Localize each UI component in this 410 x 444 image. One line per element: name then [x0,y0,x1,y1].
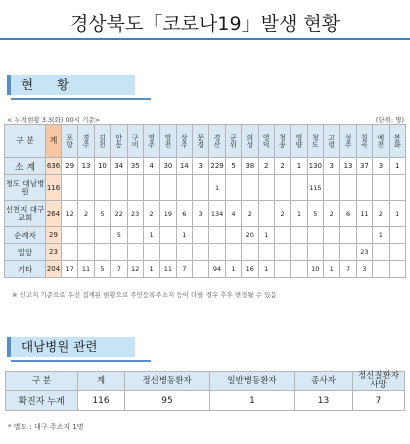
table-cell [111,244,127,261]
table-cell: 23 [127,201,143,227]
table-row [5,261,406,278]
total-cell: 204 [46,261,62,278]
table-cell [389,175,406,201]
table-cell: 1 [209,175,225,201]
table-cell: 116 [78,391,125,411]
table-cell: 2 [324,201,340,227]
footnote: ※ 신고지 기준으로 우선 집계된 현황으로 주민등록주소지 등이 다를 경우 추후 변경될 수 있음 [12,291,277,299]
total-cell: 23 [46,244,62,261]
table-row [5,201,406,227]
table-cell: 1 [291,158,307,175]
column-header-region: 김천 [94,125,110,158]
table-cell [389,227,406,244]
total-cell: 636 [46,158,62,175]
table-cell [94,175,110,201]
table-cell [78,227,94,244]
table-cell [160,227,176,244]
column-header-region: 성주 [340,125,356,158]
table-cell [209,244,225,261]
table-cell: 12 [127,261,143,278]
table-cell [340,227,356,244]
column-header: 일반병동환자 [210,372,295,391]
column-header-total: 계 [46,125,62,158]
column-header-region: 봉화 [389,125,406,158]
table-cell [340,175,356,201]
table-cell [62,175,78,201]
table-cell: 7 [111,261,127,278]
table-cell [209,227,225,244]
table-cell [225,227,241,244]
table-cell [160,244,176,261]
table-cell: 115 [307,175,323,201]
row-label: 확진자 누계 [6,391,78,411]
table-cell [373,244,389,261]
table-cell: 1 [373,227,389,244]
table-cell [225,244,241,261]
table-cell: 14 [176,158,192,175]
table-cell: 1 [258,261,274,278]
table-cell: 35 [127,158,143,175]
table-cell: 6 [176,201,192,227]
table-cell: 5 [307,201,323,227]
table-cell: 2 [258,158,274,175]
column-header-region: 의성 [242,125,258,158]
table-cell: 11 [78,261,94,278]
table-cell: 94 [209,261,225,278]
daenam-hospital-table [5,371,405,411]
table-cell [274,175,290,201]
table-cell: 2 [143,201,159,227]
table-cell: 5 [94,261,110,278]
table-cell: 34 [111,158,127,175]
table-cell: 4 [143,158,159,175]
table-cell: 11 [160,261,176,278]
column-header-region: 영양 [291,125,307,158]
table-cell [78,244,94,261]
table-cell: 30 [160,158,176,175]
table-cell: 29 [62,158,78,175]
row-label: 소 계 [5,158,46,175]
table-cell [193,261,209,278]
column-header-region: 경산 [209,125,225,158]
column-header-region: 영천 [160,125,176,158]
column-header-region: 포항 [62,125,78,158]
table-cell [340,244,356,261]
table-cell: 6 [340,201,356,227]
table-cell: 13 [295,391,353,411]
table-cell: 2 [78,201,94,227]
table-header-row [5,125,406,158]
table-cell: 23 [356,244,372,261]
table-cell [389,244,406,261]
table-cell: 5 [111,227,127,244]
table-cell: 19 [160,201,176,227]
table-cell: 17 [62,261,78,278]
column-header: 종사자 [295,372,353,391]
table-cell [78,175,94,201]
table-cell [356,227,372,244]
table-cell [193,175,209,201]
section-heading-daenam-hospital: 대남병원 관련 [7,337,135,357]
table-cell: 1 [324,261,340,278]
table-cell: 1 [143,227,159,244]
column-header-region: 청도 [307,125,323,158]
table-cell [274,227,290,244]
table-cell [291,227,307,244]
table-cell [291,175,307,201]
page-title: 경상북도「코로나19」발생 현황 [0,10,410,40]
table-cell: 13 [340,158,356,175]
column-header-region: 칠곡 [356,125,372,158]
column-header-region: 문경 [193,125,209,158]
table-cell: 5 [94,201,110,227]
table-cell [258,175,274,201]
table-cell: 1 [176,227,192,244]
table-cell [176,175,192,201]
table-cell: 10 [307,261,323,278]
table-cell: 1 [291,201,307,227]
table-cell [127,227,143,244]
table-cell [143,244,159,261]
table-cell: 1 [143,261,159,278]
table-cell: 229 [209,158,225,175]
table-header-row [6,372,405,391]
table-cell [127,175,143,201]
table-cell [242,175,258,201]
table-row [5,175,406,201]
row-label: 순례자 [5,227,46,244]
table-cell [160,175,176,201]
row-label: 청도 대남병원 [5,175,46,201]
table-cell [94,244,110,261]
table-cell: 1 [389,201,406,227]
table-cell: 134 [209,201,225,227]
column-header-region: 고령 [324,125,340,158]
column-header: 정신질환자 사망 [353,372,405,391]
table-cell: 2 [274,201,290,227]
table-cell: 2 [373,201,389,227]
table-cell: 11 [356,201,372,227]
column-header-region: 영주 [143,125,159,158]
row-label: 신천지 대구교회 [5,201,46,227]
table-cell: 3 [324,158,340,175]
table-cell [127,244,143,261]
table-cell [62,244,78,261]
table-cell: 22 [111,201,127,227]
table-cell: 3 [373,158,389,175]
table-cell: 4 [225,201,241,227]
table-cell: 7 [340,261,356,278]
table-cell: 2 [274,158,290,175]
table-cell [62,227,78,244]
table-cell [324,175,340,201]
table-cell: 1 [389,158,406,175]
table-cell: 1 [210,391,295,411]
footnote-separate: * 별도 : 대구 주소지 1명 [8,423,84,431]
table-cell [176,244,192,261]
table-cell: 3 [356,261,372,278]
table-cell [242,244,258,261]
regional-status-table [4,124,406,278]
column-header-region: 청송 [274,125,290,158]
column-header-region: 군위 [225,125,241,158]
table-cell: 10 [94,158,110,175]
column-header-region: 예천 [373,125,389,158]
table-row [5,158,406,175]
table-cell [193,227,209,244]
column-header-region: 영덕 [258,125,274,158]
table-row [5,244,406,261]
table-row [6,391,405,411]
table-cell [307,244,323,261]
table-cell: 7 [176,261,192,278]
section-heading-status: 현 황 [7,75,135,95]
table-cell: 20 [242,227,258,244]
table-cell [291,244,307,261]
table-cell: 7 [353,391,405,411]
table-cell [274,261,290,278]
total-cell: 29 [46,227,62,244]
total-cell: 116 [46,175,62,201]
table-cell [274,244,290,261]
table-cell [373,261,389,278]
row-label: 밀알 [5,244,46,261]
table-cell: 37 [356,158,372,175]
column-header: 정신병동환자 [125,372,210,391]
total-cell: 264 [46,201,62,227]
column-header-region: 구미 [127,125,143,158]
table-cell: 1 [258,227,274,244]
table-cell [193,244,209,261]
table-cell [258,201,274,227]
table-row [5,227,406,244]
table-cell: 5 [225,158,241,175]
table-cell [111,175,127,201]
cumulative-status-date: < 누적현황 3.3(화) 00시 기준> [7,116,101,124]
table-cell [307,227,323,244]
table-cell [324,227,340,244]
table-cell [356,175,372,201]
table-cell: 3 [193,158,209,175]
table-cell [94,227,110,244]
table-cell: 38 [242,158,258,175]
unit-label: (단위: 명) [375,116,404,124]
table-cell [258,244,274,261]
table-cell [389,261,406,278]
column-header-region: 상주 [176,125,192,158]
table-cell: 12 [62,201,78,227]
table-cell [225,175,241,201]
column-header-region: 안동 [111,125,127,158]
column-header-category: 구 분 [5,125,46,158]
table-cell: 95 [125,391,210,411]
column-header-region: 경주 [78,125,94,158]
table-cell: 3 [193,201,209,227]
table-cell: 2 [242,201,258,227]
table-cell [324,244,340,261]
table-cell: 16 [242,261,258,278]
table-cell [373,175,389,201]
table-cell: 1 [225,261,241,278]
table-cell: 130 [307,158,323,175]
row-label: 기타 [5,261,46,278]
table-cell [291,261,307,278]
column-header: 구 분 [6,372,78,391]
table-cell [143,175,159,201]
table-cell: 13 [78,158,94,175]
column-header: 계 [78,372,125,391]
